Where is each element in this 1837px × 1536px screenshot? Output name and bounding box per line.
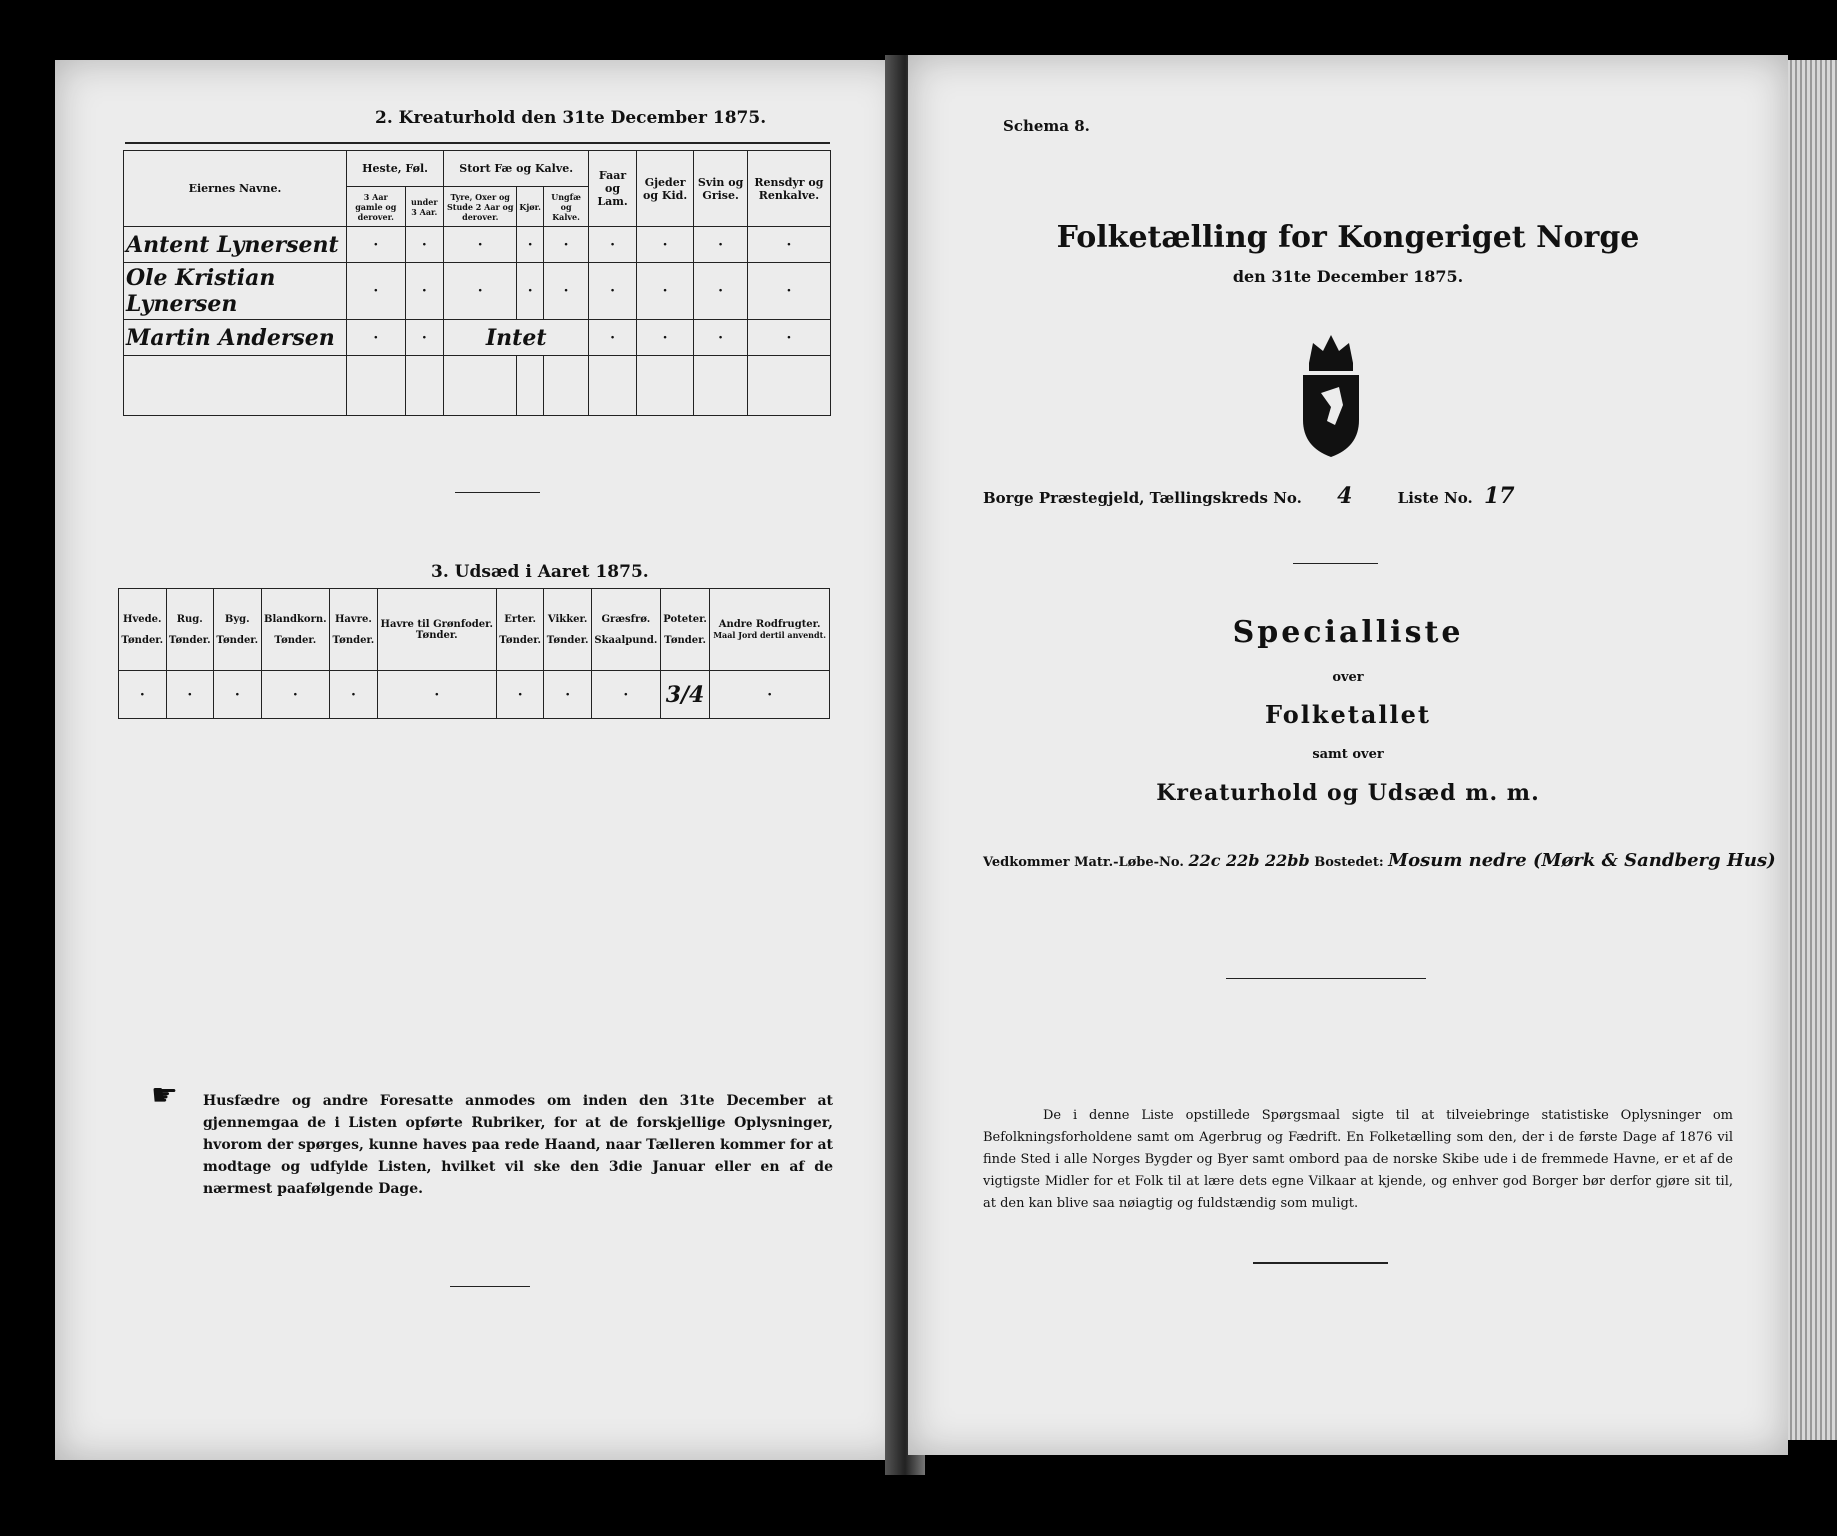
section2-title: 2. Kreaturhold den 31te December 1875. [375, 108, 767, 128]
list-number: 17 [1483, 483, 1515, 509]
seed-col-blandkorn: Blandkorn. Tønder. [261, 589, 330, 671]
header-gjeder: Gjeder og Kid. [636, 151, 694, 227]
seed-col-rug: Rug. Tønder. [166, 589, 214, 671]
specialliste-heading: Specialliste [1232, 615, 1464, 650]
seed-col-erter: Erter. Tønder. [496, 589, 544, 671]
header-stortfae-sub3: Ungfæ og Kalve. [543, 187, 588, 227]
header-owner: Eiernes Navne. [124, 151, 347, 227]
right-rule-3 [1253, 1262, 1388, 1264]
info-paragraph: De i denne Liste opstillede Spørgsmaal sigte til at tilveiebringe statistiske Oplysninger om Befolkningsforholdene samt om Agerbrug og Fædrift. En Folketælling som den, der i de første Dage af 1876 vil finde Sted i alle Norges Bygder og Byer samt ombord paa de norske Skibe ude i de fremmede Havne, er et af de vigtigste Midler for et Folk til at lære dets egne Vilkaar at kjende, og enhver god Borger bør derfor gjøre sit til, at den kan blive saa nøiagtig og fuldstændig som muligt. [983, 1108, 1733, 1211]
header-stortfae: Stort Fæ og Kalve. [444, 151, 589, 187]
handwritten-intet: Intet [444, 320, 589, 356]
header-rensdyr: Rensdyr og Renkalve. [747, 151, 830, 227]
right-page [908, 55, 1788, 1455]
header-heste-sub1: 3 Aar gamle og derover. [347, 187, 406, 227]
separator-rule [455, 492, 540, 493]
header-stortfae-sub2: Kjør. [517, 187, 543, 227]
owner-row-1: Antent Lynersent [124, 227, 347, 263]
seed-table: Hvede. Tønder. Rug. Tønder. Byg. Tønder. Blandkorn. Tønder. Havre. Tønder. Havre til Grønfoder. Tønder. Erter. Tønder. Vikker. Tønder. Græsfrø. Skaalpund. Poteter. Tønder. Andre Rodfrugter. Maal Jord dertil anvendt. · · · · · · · · · 3/4 · [118, 588, 830, 719]
over-label: over [1332, 670, 1364, 685]
header-stortfae-sub1: Tyre, Oxer og Stude 2 Aar og derover. [444, 187, 517, 227]
bostedet-value: Mosum nedre (Mørk & Sandberg Hus) [1388, 850, 1776, 871]
seed-col-havre-gronfoder: Havre til Grønfoder. Tønder. [377, 589, 496, 671]
main-title: Folketælling for Kongeriget Norge [1056, 220, 1640, 255]
livestock-table: Eiernes Navne. Heste, Føl. Stort Fæ og Kalve. Faar og Lam. Gjeder og Kid. Svin og Grise. Rensdyr og Renkalve. 3 Aar gamle og derover. under 3 Aar. Tyre, Oxer og Stude 2 Aar og derover. Kjør. Ungfæ og Kalve. Antent Lynersent · · · · · · · · · Ole Kristian Lynersen · · · · · · · · · Martin Andersen · · Intet · · · · [123, 150, 831, 416]
right-rule-1 [1293, 563, 1378, 564]
right-rule-2 [1226, 978, 1426, 979]
seed-col-graesfro: Græsfrø. Skaalpund. [591, 589, 660, 671]
coat-of-arms-icon [1291, 325, 1371, 460]
header-heste-sub2: under 3 Aar. [405, 187, 444, 227]
owner-row-2: Ole Kristian Lynersen [124, 263, 347, 320]
table-top-rule [125, 142, 830, 144]
title-date: den 31te December 1875. [1232, 267, 1464, 286]
seed-value-poteter: 3/4 [660, 671, 709, 719]
matr-number: 22c 22b 22bb [1188, 851, 1310, 870]
district-label: Borge Præstegjeld, Tællingskreds No. 4 Liste No. 17 [983, 483, 1515, 509]
owner-row-3: Martin Andersen [124, 320, 347, 356]
section3-title: 3. Udsæd i Aaret 1875. [431, 562, 649, 582]
matr-line: Vedkommer Matr.-Løbe-No. 22c 22b 22bb Bostedet: Mosum nedre (Mørk & Sandberg Hus) [983, 850, 1776, 871]
header-svin: Svin og Grise. [694, 151, 747, 227]
seed-col-vikker: Vikker. Tønder. [544, 589, 592, 671]
notice-text: Husfædre og andre Foresatte anmodes om inden den 31te December at gjennemgaa de i Listen opførte Rubriker, for at de forskjellige Oplysninger, hvorom der spørges, kunne haves paa rede Haand, naar Tælleren kommer for at modtage og udfylde Listen, hvilket vil ske den 3die Januar eller en af de nærmest paafølgende Dage. [203, 1093, 833, 1197]
header-heste: Heste, Føl. [347, 151, 444, 187]
district-number: 4 [1337, 483, 1353, 509]
folketallet-heading: Folketallet [1265, 700, 1431, 729]
schema-label: Schema 8. [1003, 117, 1090, 135]
header-faar: Faar og Lam. [589, 151, 637, 227]
bottom-rule [450, 1286, 530, 1287]
samt-over-label: samt over [1312, 747, 1384, 762]
seed-col-havre: Havre. Tønder. [330, 589, 378, 671]
seed-col-hvede: Hvede. Tønder. [119, 589, 167, 671]
kreaturhold-heading: Kreaturhold og Udsæd m. m. [1156, 780, 1540, 806]
seed-col-andre: Andre Rodfrugter. Maal Jord dertil anvendt. [710, 589, 830, 671]
left-page [55, 60, 905, 1460]
seed-col-poteter: Poteter. Tønder. [660, 589, 709, 671]
pointing-hand-icon: ☛ [151, 1078, 178, 1113]
seed-col-byg: Byg. Tønder. [214, 589, 262, 671]
